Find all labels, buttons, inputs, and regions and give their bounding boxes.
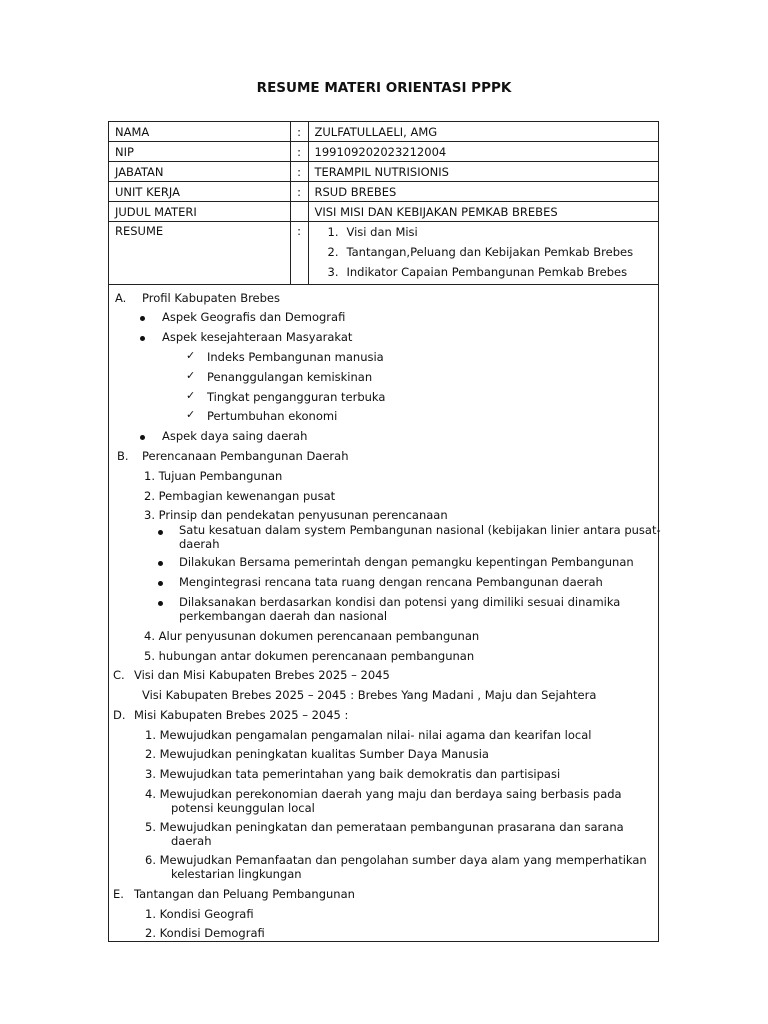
- check-icon: ✓: [186, 369, 196, 382]
- identity-table: [109, 122, 658, 285]
- unit-label: UNIT KERJA: [109, 182, 290, 202]
- unit-value: RSUD BREBES: [308, 182, 658, 202]
- bullet-icon: [140, 435, 145, 440]
- list-item: 2. Kondisi Demografi: [145, 926, 265, 940]
- list-item: 1. Mewujudkan pengamalan pengamalan nilai- nilai agama dan kearifan local: [145, 728, 592, 742]
- section-a-heading: Profil Kabupaten Brebes: [142, 291, 280, 305]
- section-b-heading: Perencanaan Pembangunan Daerah: [142, 449, 349, 463]
- list-item: Satu kesatuan dalam system Pembangunan nasional (kebijakan linier antara pusat-: [179, 523, 661, 537]
- resume-content: [109, 285, 661, 945]
- check-icon: ✓: [186, 349, 196, 362]
- list-item: 1. Visi dan Misi: [327, 225, 418, 239]
- page-title: RESUME MATERI ORIENTASI PPPK: [256, 80, 512, 96]
- list-item: Pertumbuhan ekonomi: [207, 409, 338, 423]
- list-item: 1. Tujuan Pembangunan: [144, 469, 283, 483]
- table-row: [109, 202, 658, 222]
- list-item: Tingkat pengangguran terbuka: [207, 390, 386, 404]
- list-item-continuation: daerah: [179, 537, 220, 551]
- list-item: 5. Mewujudkan peningkatan dan pemerataan pembangunan prasarana dan sarana: [145, 820, 624, 834]
- table-row: [109, 222, 658, 285]
- bullet-icon: [140, 316, 145, 321]
- table-row: [109, 142, 658, 162]
- list-item: Mengintegrasi rencana tata ruang dengan rencana Pembangunan daerah: [179, 575, 603, 589]
- separator: :: [290, 182, 308, 202]
- section-a-marker: A.: [115, 291, 127, 305]
- bullet-icon: [158, 601, 163, 606]
- judul-value: VISI MISI DAN KEBIJAKAN PEMKAB BREBES: [308, 202, 658, 222]
- section-e-heading: Tantangan dan Peluang Pembangunan: [134, 887, 355, 901]
- jabatan-label: JABATAN: [109, 162, 290, 182]
- list-item: Dilaksanakan berdasarkan kondisi dan potensi yang dimiliki sesuai dinamika: [179, 595, 621, 609]
- list-item: Dilakukan Bersama pemerintah dengan pemangku kepentingan Pembangunan: [179, 555, 634, 569]
- separator: [290, 202, 308, 222]
- list-item: 2. Tantangan,Peluang dan Kebijakan Pemkab Brebes: [327, 245, 634, 259]
- separator: :: [290, 222, 308, 285]
- separator: :: [290, 162, 308, 182]
- table-row: [109, 122, 658, 142]
- section-d-marker: D.: [113, 708, 126, 722]
- separator: :: [290, 122, 308, 142]
- jabatan-value: TERAMPIL NUTRISIONIS: [308, 162, 658, 182]
- section-b-marker: B.: [117, 449, 129, 463]
- resume-list: [315, 222, 653, 282]
- list-item-continuation: potensi keunggulan local: [171, 801, 315, 815]
- bullet-icon: [158, 561, 163, 566]
- check-icon: ✓: [186, 389, 196, 402]
- name-label: NAMA: [109, 122, 290, 142]
- list-item: 2. Mewujudkan peningkatan kualitas Sumber Daya Manusia: [145, 747, 489, 761]
- list-item: 3. Mewujudkan tata pemerintahan yang baik demokratis dan partisipasi: [145, 767, 561, 781]
- separator: :: [290, 142, 308, 162]
- list-item-continuation: kelestarian lingkungan: [171, 867, 302, 881]
- nip-value: 199109202023212004: [308, 142, 658, 162]
- list-item: 2. Pembagian kewenangan pusat: [144, 489, 336, 503]
- bullet-icon: [158, 581, 163, 586]
- list-item: 1. Kondisi Geografi: [145, 907, 254, 921]
- list-item: 3. Prinsip dan pendekatan penyusunan perencanaan: [144, 508, 448, 522]
- resume-points: [308, 222, 658, 285]
- list-item: Aspek kesejahteraan Masyarakat: [162, 330, 353, 344]
- section-c-heading: Visi dan Misi Kabupaten Brebes 2025 – 2045: [134, 668, 390, 682]
- nip-label: NIP: [109, 142, 290, 162]
- bullet-icon: [140, 336, 145, 341]
- list-item: 3. Indikator Capaian Pembangunan Pemkab Brebes: [327, 265, 628, 279]
- list-item-continuation: daerah: [171, 834, 212, 848]
- judul-label: JUDUL MATERI: [109, 202, 290, 222]
- list-item-continuation: perkembangan daerah dan nasional: [179, 609, 388, 623]
- section-d-heading: Misi Kabupaten Brebes 2025 – 2045 :: [134, 708, 349, 722]
- table-row: [109, 162, 658, 182]
- list-item: 6. Mewujudkan Pemanfaatan dan pengolahan sumber daya alam yang memperhatikan: [145, 853, 647, 867]
- section-e-marker: E.: [113, 887, 124, 901]
- resume-label: RESUME: [109, 222, 290, 285]
- table-row: [109, 182, 658, 202]
- list-item: Penanggulangan kemiskinan: [207, 370, 373, 384]
- list-item: Indeks Pembangunan manusia: [207, 350, 384, 364]
- section-c-marker: C.: [113, 668, 125, 682]
- vision-statement: Visi Kabupaten Brebes 2025 – 2045 : Brebes Yang Madani , Maju dan Sejahtera: [142, 688, 597, 702]
- list-item: 5. hubungan antar dokumen perencanaan pembangunan: [144, 649, 475, 663]
- list-item: Aspek Geografis dan Demografi: [162, 310, 346, 324]
- list-item: 4. Mewujudkan perekonomian daerah yang maju dan berdaya saing berbasis pada: [145, 787, 622, 801]
- check-icon: ✓: [186, 408, 196, 421]
- resume-document: [108, 121, 659, 942]
- bullet-icon: [158, 530, 163, 535]
- name-value: ZULFATULLAELI, AMG: [308, 122, 658, 142]
- list-item: 4. Alur penyusunan dokumen perencanaan pembangunan: [144, 629, 480, 643]
- list-item: Aspek daya saing daerah: [162, 429, 308, 443]
